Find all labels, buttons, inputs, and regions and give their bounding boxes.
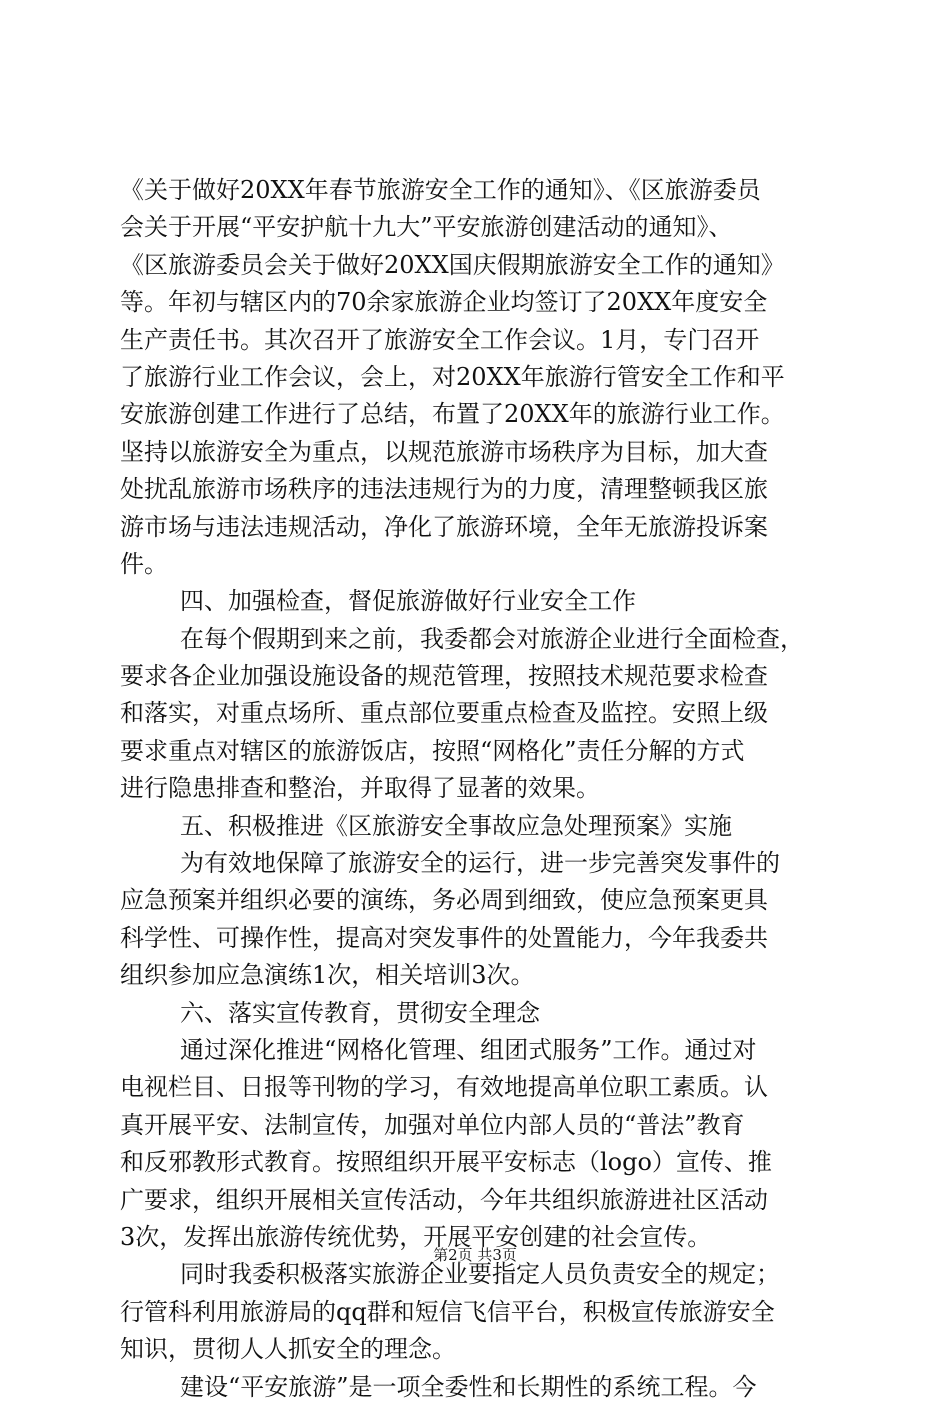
text-line: 《区旅游委员会关于做好20XX国庆假期旅游安全工作的通知》 xyxy=(120,250,785,279)
text-line: 《关于做好20XX年春节旅游安全工作的通知》、《区旅游委员 xyxy=(120,176,761,204)
paragraph-start: 在每个假期到来之前，我委都会对旅游企业进行全面检查， xyxy=(180,624,804,653)
text-line: 安旅游创建工作进行了总结，布置了20XX年的旅游行业工作。 xyxy=(120,400,785,429)
text-line: 坚持以旅游安全为重点，以规范旅游市场秩序为目标，加大查 xyxy=(120,437,768,466)
text-line: 件。 xyxy=(120,549,168,578)
text-line: 行管科利用旅游局的qq群和短信飞信平台，积极宣传旅游安全 xyxy=(120,1297,775,1326)
document-body xyxy=(120,172,832,1406)
section-heading-4: 四、加强检查，督促旅游做好行业安全工作 xyxy=(180,587,636,616)
paragraph-start: 为有效地保障了旅游安全的运行，进一步完善突发事件的 xyxy=(180,849,780,878)
text-line: 生产责任书。其次召开了旅游安全工作会议。1月，专门召开 xyxy=(120,325,760,354)
text-line: 和落实，对重点场所、重点部位要重点检查及监控。安照上级 xyxy=(120,699,768,728)
text-line: 真开展平安、法制宣传，加强对单位内部人员的“普法”教育 xyxy=(120,1110,745,1139)
text-line: 要求各企业加强设施设备的规范管理，按照技术规范要求检查 xyxy=(120,662,768,691)
text-line: 科学性、可操作性，提高对突发事件的处置能力，今年我委共 xyxy=(120,923,768,952)
text-line: 广要求，组织开展相关宣传活动，今年共组织旅游进社区活动 xyxy=(120,1185,768,1214)
text-line: 了旅游行业工作会议，会上，对20XX年旅游行管安全工作和平 xyxy=(120,362,785,391)
text-line: 电视栏目、日报等刊物的学习，有效地提高单位职工素质。认 xyxy=(120,1073,768,1102)
section-heading-6: 六、落实宣传教育，贯彻安全理念 xyxy=(180,998,540,1027)
text-line: 知识，贯彻人人抓安全的理念。 xyxy=(120,1335,456,1364)
text-line: 应急预案并组织必要的演练，务必周到细致，使应急预案更具 xyxy=(120,886,768,915)
text-line: 等。年初与辖区内的70余家旅游企业均签订了20XX年度安全 xyxy=(120,288,768,317)
text-line: 处扰乱旅游市场秩序的违法违规行为的力度，清理整顿我区旅 xyxy=(120,475,768,504)
paragraph-start: 建设“平安旅游”是一项全委性和长期性的系统工程。今 xyxy=(180,1372,757,1401)
page-number-footer: 第2页 共3页 xyxy=(433,1246,517,1264)
text-line: 游市场与违法违规活动，净化了旅游环境，全年无旅游投诉案 xyxy=(120,512,768,541)
section-heading-5: 五、积极推进《区旅游安全事故应急处理预案》实施 xyxy=(180,811,732,840)
text-line: 3次，发挥出旅游传统优势，开展平安创建的社会宣传。 xyxy=(120,1222,712,1251)
paragraph-start: 通过深化推进“网格化管理、组团式服务”工作。通过对 xyxy=(180,1035,757,1064)
text-line: 要求重点对辖区的旅游饭店，按照“网格化”责任分解的方式 xyxy=(120,736,745,765)
paragraph-start: 同时我委积极落实旅游企业要指定人员负责安全的规定； xyxy=(180,1260,780,1289)
text-line: 和反邪教形式教育。按照组织开展平安标志（logo）宣传、推 xyxy=(120,1148,772,1177)
text-line: 会关于开展“平安护航十九大”平安旅游创建活动的通知》、 xyxy=(120,213,733,242)
text-line: 组织参加应急演练1次，相关培训3次。 xyxy=(120,961,535,990)
text-line: 进行隐患排查和整治，并取得了显著的效果。 xyxy=(120,774,600,803)
